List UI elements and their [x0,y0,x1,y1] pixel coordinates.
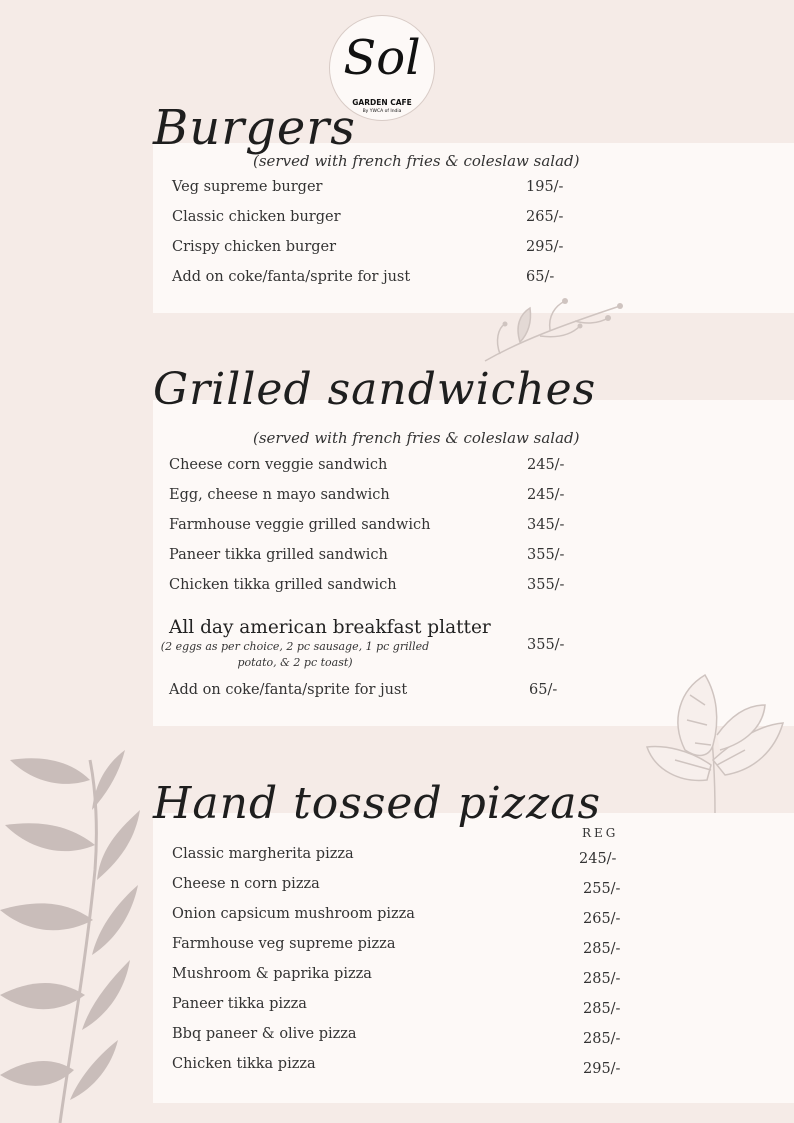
platter-note-line1: (2 eggs as per choice, 2 pc sausage, 1 pc grilled [160,640,430,653]
list-item: Cheese n corn pizza [172,876,320,892]
addon-item: Add on coke/fanta/sprite for just [169,682,408,698]
list-item: Chicken tikka grilled sandwich [169,577,397,593]
item-price: 245/- [527,487,565,503]
list-item: Crispy chicken burger [172,239,337,255]
list-item: Mushroom & paprika pizza [172,966,372,982]
burgers-subtitle: (served with french fries & coleslaw salad) [253,152,580,170]
list-item: Farmhouse veggie grilled sandwich [169,517,431,533]
leaf-outline-decoration [645,665,785,815]
list-item: Classic margherita pizza [172,846,354,862]
list-item: Egg, cheese n mayo sandwich [169,487,390,503]
item-price: 355/- [527,577,565,593]
item-price: 285/- [583,941,621,957]
pizzas-title: Hand tossed pizzas [153,778,602,829]
item-price: 65/- [526,269,555,285]
addon-price: 65/- [529,682,558,698]
item-price: 355/- [527,547,565,563]
sandwiches-subtitle: (served with french fries & coleslaw salad) [253,429,580,447]
item-price: 285/- [583,1001,621,1017]
item-price: 285/- [583,1031,621,1047]
list-item: Chicken tikka pizza [172,1056,316,1072]
item-price: 295/- [583,1061,621,1077]
item-price: 195/- [526,179,564,195]
logo-tagline: By YWCA of India [362,109,402,114]
platter-name: All day american breakfast platter [169,617,491,638]
item-price: 255/- [583,881,621,897]
list-item: Bbq paneer & olive pizza [172,1026,357,1042]
list-item: Veg supreme burger [172,179,323,195]
list-item: Farmhouse veg supreme pizza [172,936,396,952]
item-price: 285/- [583,971,621,987]
logo-name: GARDEN CAFE [352,98,412,107]
sandwiches-title: Grilled sandwiches [153,364,597,415]
item-price: 245/- [527,457,565,473]
list-item: Paneer tikka grilled sandwich [169,547,388,563]
sprig-decoration [480,296,625,366]
list-item: Add on coke/fanta/sprite for just [172,269,411,285]
item-price: 265/- [526,209,564,225]
list-item: Classic chicken burger [172,209,341,225]
item-price: 245/- [579,851,617,867]
platter-note-line2: potato, & 2 pc toast) [237,656,353,669]
burgers-title: Burgers [153,100,356,156]
item-price: 345/- [527,517,565,533]
list-item: Paneer tikka pizza [172,996,307,1012]
leaf-branch-decoration [0,750,150,1123]
platter-price: 355/- [527,637,565,653]
logo-mark: Sol [343,30,421,86]
column-header-reg: REG [582,826,619,840]
item-price: 295/- [526,239,564,255]
item-price: 265/- [583,911,621,927]
list-item: Onion capsicum mushroom pizza [172,906,415,922]
list-item: Cheese corn veggie sandwich [169,457,388,473]
